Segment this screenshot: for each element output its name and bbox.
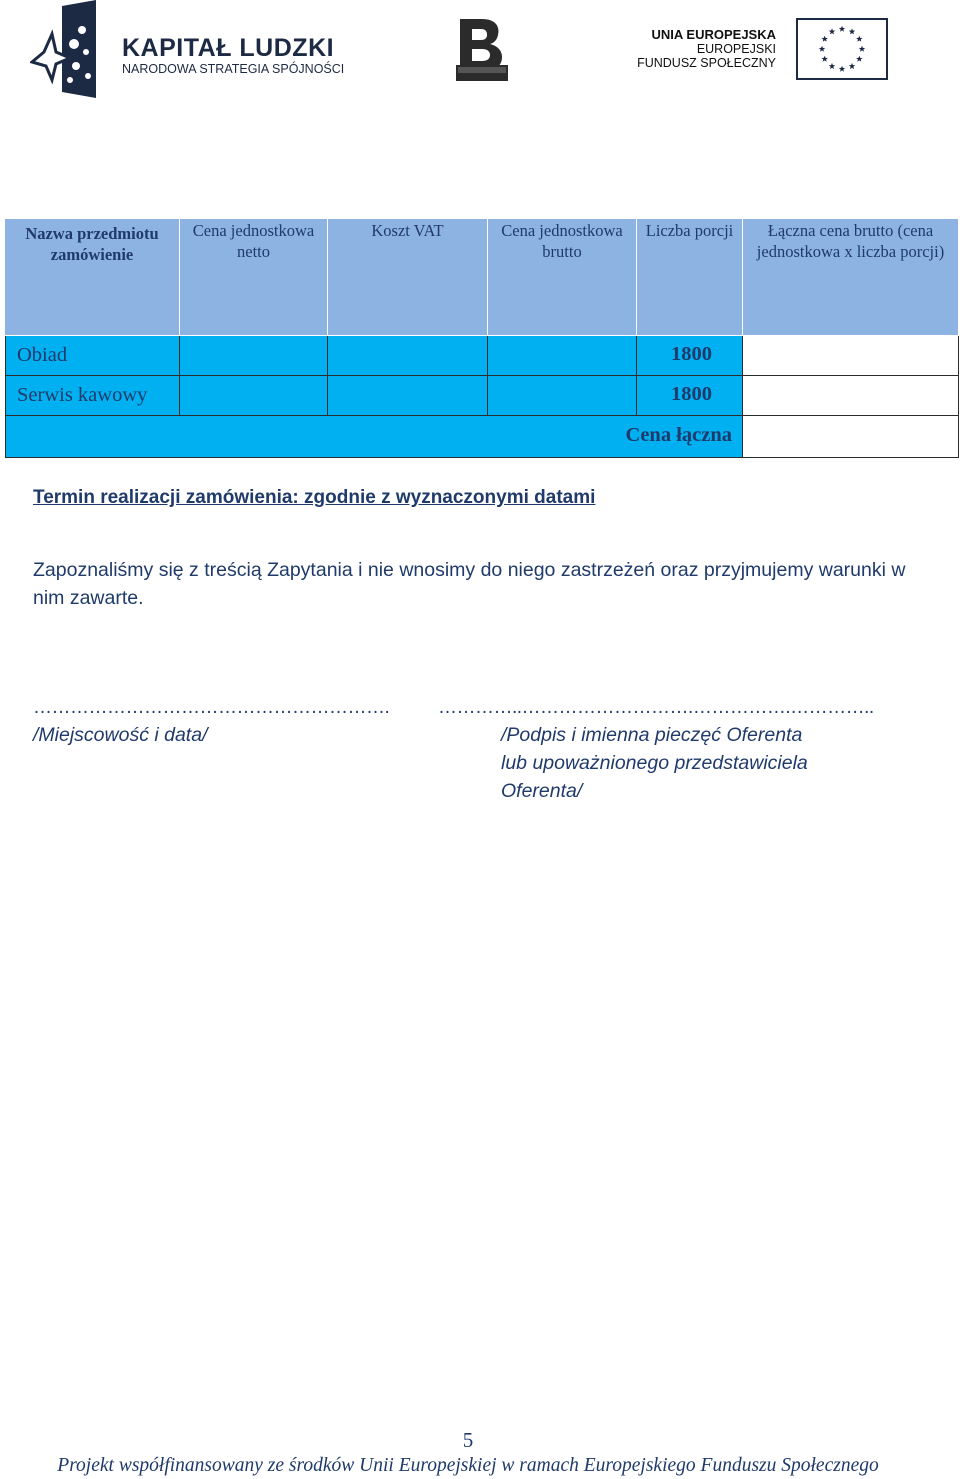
row-serwis-name: Serwis kawowy <box>5 376 180 416</box>
place-date-label: /Miejscowość i data/ <box>33 724 208 746</box>
row-serwis-portions: 1800 <box>637 376 743 416</box>
row-obiad-portions: 1800 <box>637 336 743 376</box>
footer-note: Projekt współfinansowany ze środków Unii Europejskiej w ramach Europejskiego Funduszu Społecznego <box>57 1455 879 1476</box>
kapital-ludzki-subtitle: NARODOWA STRATEGIA SPÓJNOŚCI <box>122 62 345 76</box>
signature-dots: …………..……………………….…………….………….. <box>438 697 874 718</box>
header-cell-portions: Liczba porcji <box>637 219 743 336</box>
header-cell-vat: Koszt VAT <box>328 219 488 336</box>
eu-flag-icon <box>796 18 888 80</box>
signature-label-line2: lub upoważnionego przedstawiciela <box>501 752 808 774</box>
header-cell-unit-net: Cena jednostkowa netto <box>180 219 328 336</box>
row-serwis-total[interactable] <box>743 376 959 416</box>
place-date-dots: …………………………………………………. <box>33 697 390 718</box>
eu-line-3: FUNDUSZ SPOŁECZNY <box>637 56 776 70</box>
signature-label-line3: Oferenta/ <box>501 780 583 802</box>
row-obiad-vat[interactable] <box>328 336 488 376</box>
kapital-ludzki-title: KAPITAŁ LUDZKI <box>122 34 335 62</box>
row-obiad-total[interactable] <box>743 336 959 376</box>
row-serwis-netto[interactable] <box>180 376 328 416</box>
kapital-ludzki-emblem-icon <box>30 0 100 100</box>
row-obiad-brutto[interactable] <box>488 336 637 376</box>
brainstorm-logo-icon <box>452 17 510 81</box>
row-obiad-name: Obiad <box>5 336 180 376</box>
header-cell-unit-gross: Cena jednostkowa brutto <box>488 219 637 336</box>
row-serwis-brutto[interactable] <box>488 376 637 416</box>
header-cell-total-gross: Łączna cena brutto (cena jednostkowa x liczba porcji) <box>743 219 959 336</box>
signature-label-line1: /Podpis i imienna pieczęć Oferenta <box>501 724 803 746</box>
eu-line-2: EUROPEJSKI <box>696 42 776 56</box>
row-obiad-netto[interactable] <box>180 336 328 376</box>
eu-fund-text <box>612 28 776 70</box>
eu-line-1: UNIA EUROPEJSKA <box>651 27 776 42</box>
sum-value[interactable] <box>743 416 959 458</box>
header-cell-name: Nazwa przedmiotu zamówienie <box>5 219 180 336</box>
page-number: 5 <box>462 1428 474 1452</box>
acceptance-paragraph: Zapoznaliśmy się z treścią Zapytania i nie wnosimy do niego zastrzeżeń oraz przyjmujemy warunki w nim zawarte. <box>33 559 906 609</box>
delivery-term: Termin realizacji zamówienia: zgodnie z wyznaczonymi datami <box>33 487 596 508</box>
kapital-ludzki-logo <box>30 0 350 100</box>
sum-label: Cena łączna <box>5 416 743 458</box>
row-serwis-vat[interactable] <box>328 376 488 416</box>
order-table <box>5 219 959 458</box>
